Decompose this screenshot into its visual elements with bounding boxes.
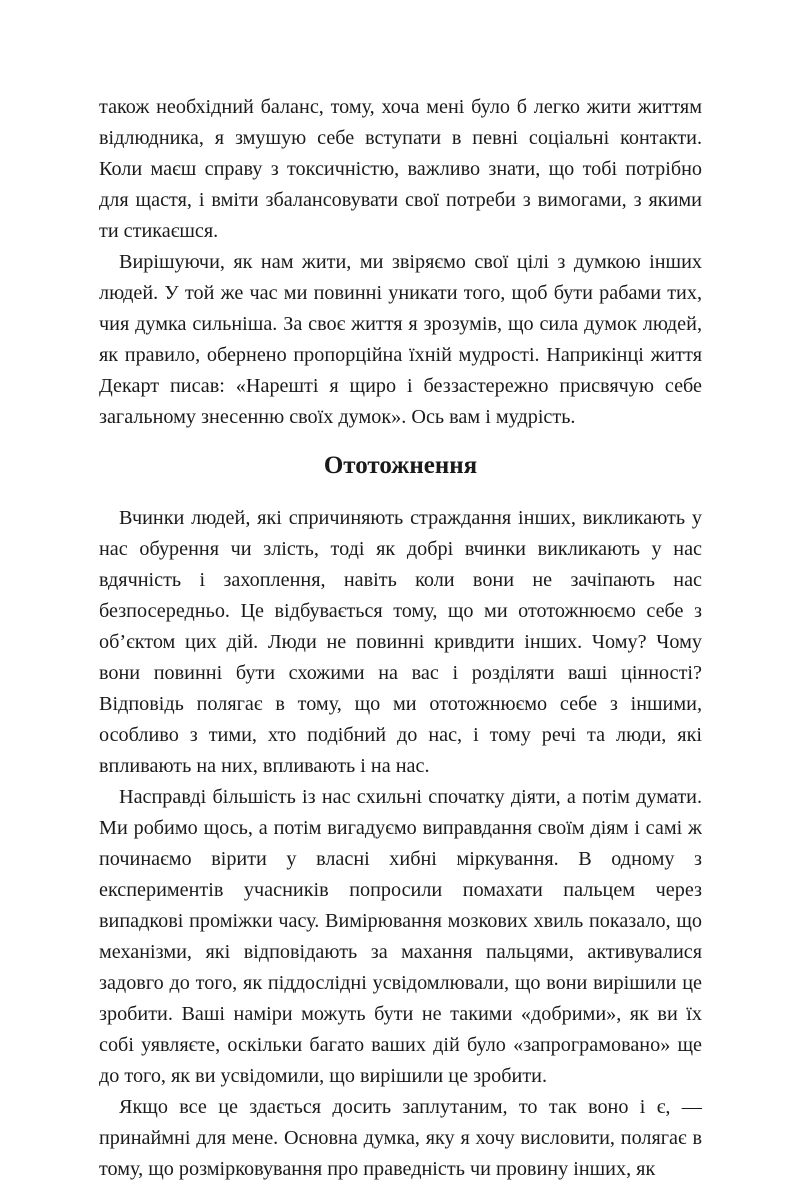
paragraph-act-then-think: Насправді більшість із нас схильні спочатку діяти, а потім думати. Ми робимо щось, а потім вигадуємо виправдання своїм діям і самі ж починаємо вірити у власні хибні міркування. В одному з експериментів учасників попросили помахати пальцем через випадкові проміжки часу. Вимірювання мозкових хвиль показало, що механізми, які відповідають за махання пальцями, активувалися задовго до того, як піддослідні усвідомлювали, що вони вирішили це зробити. Ваші наміри можуть бути не такими «добрими», як ви їх собі уявляєте, оскільки багато ваших дій було «запрограмовано» ще до того, як ви усвідомили, що вирішили це зробити. [99, 786, 702, 1087]
page-body [99, 92, 702, 1185]
paragraph-wisdom: Вирішуючи, як нам жити, ми звіряємо свої цілі з думкою інших людей. У той же час ми повинні уникати того, щоб бути рабами тих, чия думка сильніша. За своє життя я зрозумів, що сила думок людей, як правило, обернено пропорційна їхній мудрості. Наприкінці життя Декарт писав: «Нарешті я щиро і беззастережно присвячую себе загальному знесенню своїх думок». Ось вам і мудрість. [99, 251, 702, 428]
paragraph-conclusion: Якщо все це здається досить заплутаним, то так воно і є, — принаймні для мене. Основна думка, яку я хочу висловити, полягає в тому, що розмірковування про праведність чи провину інших, як [99, 1096, 702, 1180]
paragraph-identification: Вчинки людей, які спричиняють страждання інших, викликають у нас обурення чи злість, тоді як добрі вчинки викликають у нас вдячність і захоплення, навіть коли вони не зачіпають нас безпосередньо. Це відбувається тому, що ми ототожнюємо себе з об’єктом цих дій. Люди не повинні кривдити інших. Чому? Чому вони повинні бути схожими на вас і розділяти ваші цінності? Відповідь полягає в тому, що ми ототожнюємо себе з іншими, особливо з тими, хто подібний до нас, і тому речі та люди, які впливають на них, впливають і на нас. [99, 507, 702, 777]
section-heading: Ототожнення [323, 452, 478, 479]
paragraph-continuation: також необхідний баланс, тому, хоча мені було б легко жити життям відлюдника, я змушую себе вступати в певні соціальні контакти. Коли маєш справу з токсичністю, важливо знати, що тобі потрібно для щастя, і вміти збалансовувати свої потреби з вимогами, з якими ти стикаєшся. [99, 96, 702, 242]
